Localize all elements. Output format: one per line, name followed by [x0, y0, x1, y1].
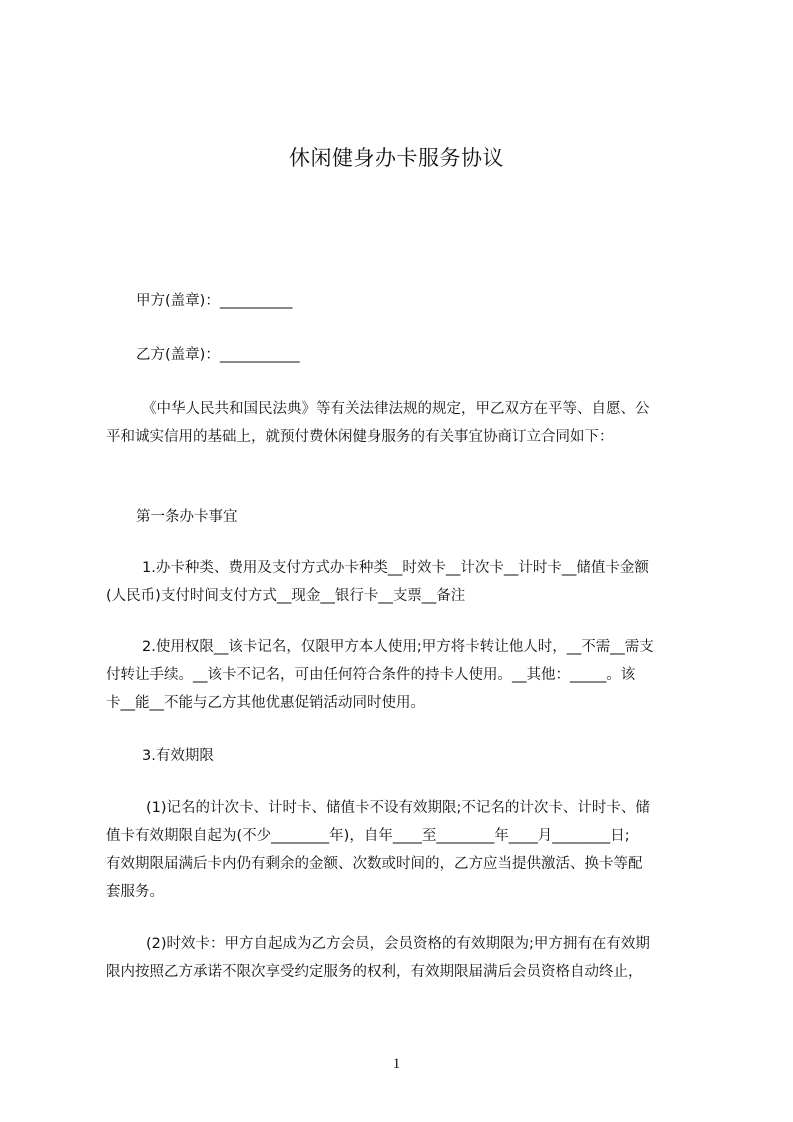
item-2-line: 付转让手续。__该卡不记名，可由任何符合条件的持卡人使用。__其他：_____。该: [106, 667, 636, 683]
intro-line: 平和诚实信用的基础上，就预付费休闲健身服务的有关事宜协商订立合同如下：: [106, 429, 614, 445]
item-2-paragraph: [106, 633, 690, 717]
item-3-1-line: 有效期限届满后卡内仍有剩余的金额、次数或时间的，乙方应当提供激活、换卡等配: [106, 856, 643, 872]
item-3-2-line: 限内按照乙方承诺不限次享受约定服务的权利，有效期限届满后会员资格自动终止，: [106, 964, 643, 980]
item-3-1-line: 值卡有效期限自起为(不少________年)，自年____至________年____月________日;: [106, 828, 630, 844]
intro-line: 《中华人民共和国民法典》等有关法律法规的规定，甲乙双方在平等、自愿、公: [142, 401, 650, 417]
item-1-line: 1.办卡种类、费用及支付方式办卡种类__时效卡__计次卡__计时卡__储值卡金额: [142, 560, 649, 576]
item-1-paragraph: [106, 554, 690, 610]
item-3-1-line: (1)记名的计次卡、计时卡、储值卡不设有效期限;不记名的计次卡、计时卡、储: [146, 800, 650, 816]
document-title: 休闲健身办卡服务协议: [289, 146, 504, 170]
item-3-1-line: 套服务。: [106, 884, 164, 900]
party-b-seal-line: 乙方(盖章)：___________: [136, 347, 300, 363]
article-1-heading: 第一条办卡事宜: [136, 509, 238, 525]
item-3-2-line: (2)时效卡：甲方自起成为乙方会员，会员资格的有效期限为;甲方拥有在有效期: [146, 936, 650, 952]
item-3-1-paragraph: [106, 794, 690, 906]
page-number: 1: [392, 1056, 401, 1072]
item-3-heading: 3.有效期限: [142, 748, 214, 764]
intro-paragraph: [106, 395, 690, 451]
item-2-line: 2.使用权限__该卡记名，仅限甲方本人使用;甲方将卡转让他人时，__不需__需支: [142, 639, 654, 655]
item-1-line: (人民币)支付时间支付方式__现金__银行卡__支票__备注: [106, 588, 466, 604]
item-2-line: 卡__能__不能与乙方其他优惠促销活动同时使用。: [106, 695, 425, 711]
item-3-2-paragraph: [106, 930, 690, 986]
party-a-seal-line: 甲方(盖章)：__________: [136, 293, 293, 309]
